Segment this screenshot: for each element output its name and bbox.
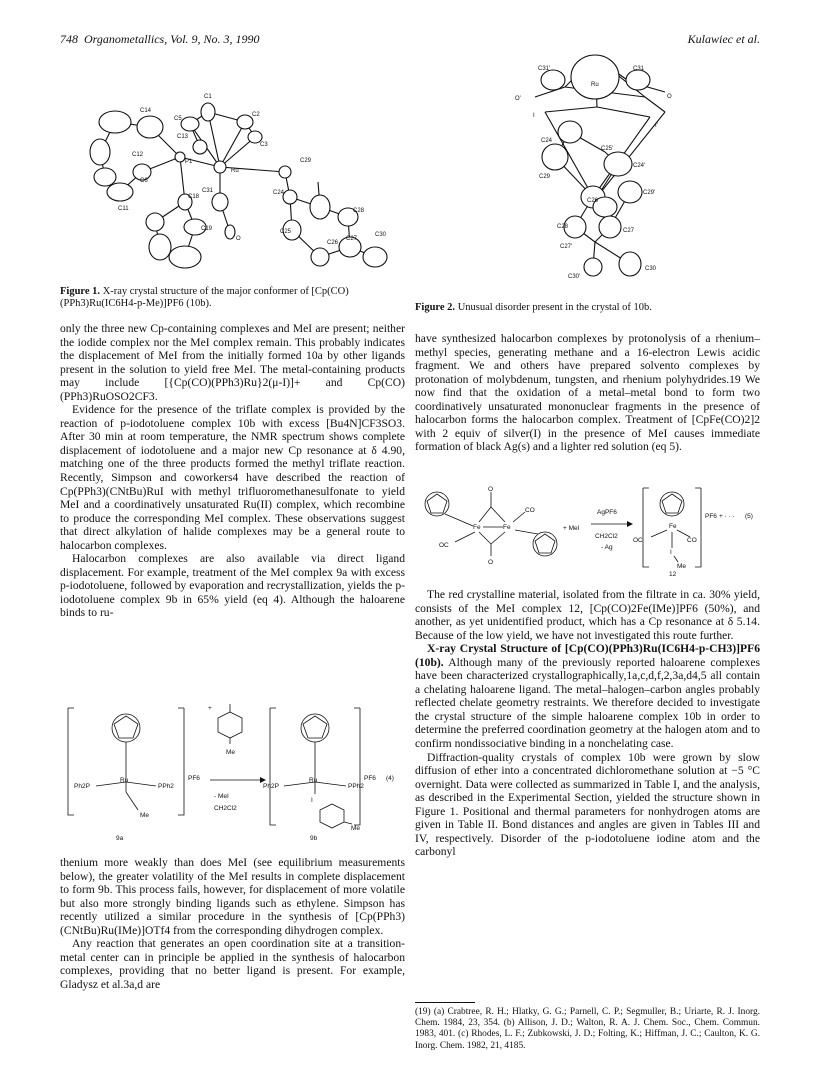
figure2-ortep — [505, 52, 705, 287]
fe-label: Fe — [669, 523, 677, 530]
solvent-label: CH2Cl2 — [595, 533, 618, 540]
atom-label: C11 — [118, 206, 129, 212]
atom-label: Ru — [591, 82, 599, 88]
pf6-label: PF6 — [705, 513, 717, 520]
paragraph: Although many of the previously reported haloarene complexes have been characterized crystallographically,1a,c,d,f,2,3a,d4,5 all contain a chelating haloarene ligand. The metal–halogen–carbon angles probably reflected chelate geometry restraints. We therefore decided to investigate the crystal structure of the simple haloarene complex 10b in order to determine the preferred coordination geometry at the halogen atom and to confirm nondissociative binding in a nonchelating case. — [415, 655, 761, 751]
i-label: I — [311, 797, 313, 804]
atom-label: C13 — [177, 134, 189, 140]
figure1-atoms — [90, 103, 387, 268]
atom-label: C24 — [541, 138, 553, 144]
atom-label: C14 — [140, 108, 152, 114]
atom-label: C31' — [538, 66, 551, 72]
co-label: CO — [687, 537, 697, 544]
running-header-author: Kulawiec et al. — [687, 32, 760, 46]
atom-label: C29 — [539, 174, 551, 180]
paragraph: The red crystalline material, isolated from the filtrate in ca. 30% yield, consists of the MeI complex 12, [Cp(CO)2Fe(IMe)]PF6 (50%), and another, as yet unidentified product, which has a Cp resonance at δ 5.14. Because of the low yield, we have not investigated this route further. — [415, 588, 760, 642]
eq-number: (5) — [745, 513, 753, 520]
atom-label: C27' — [560, 244, 573, 250]
scheme-eq4 — [60, 700, 405, 845]
reagent-label: AgPF6 — [597, 509, 617, 516]
mei-label: + MeI — [563, 525, 580, 532]
atom-label: O' — [515, 96, 521, 102]
atom-label: I' — [655, 123, 658, 129]
atom-label: C31 — [202, 188, 214, 194]
me-label: Me — [226, 749, 236, 756]
footnote-rule — [415, 1002, 475, 1003]
eq-number: (4) — [386, 775, 394, 782]
compound-label-12: 12 — [669, 571, 677, 577]
atom-label: C19 — [201, 226, 213, 232]
plus-more: + · · · — [719, 513, 735, 520]
ag-label: - Ag — [601, 544, 613, 551]
paragraph: Diffraction-quality crystals of complex 10b were grown by slow diffusion of ether into a concentrated dichloromethane solution at −5 °C overnight. Data were collected as summarized in Table I, and the analysis, as described in the Experimental Section, yielded the structure shown in Figure 1. Positional and thermal parameters for nonhydrogen atoms are given in Table II. Bond distances and angles are given in Tables III and IV, respectively. Disorder of the p-iodotoluene iodine atom and the carbonyl — [415, 750, 760, 859]
atom-label: C5 — [174, 116, 182, 122]
co-label: CO — [525, 507, 535, 514]
atom-label: C25 — [280, 229, 292, 235]
i-label: I — [670, 549, 672, 556]
page-number: 748 — [60, 32, 78, 46]
figure2-caption-label: Figure 2. — [415, 302, 456, 313]
pf6-label: PF6 — [188, 775, 200, 782]
ph2p-label: Ph2P — [74, 783, 90, 790]
atom-label: C28 — [353, 208, 365, 214]
figure1-caption-text: X-ray crystal structure of the major conformer of [Cp(CO)(PPh3)Ru(IC6H4-p-Me)]PF6 (10b). — [60, 286, 349, 310]
paragraph: have synthesized halocarbon complexes by protonolysis of a rhenium–methyl species, generating methane and a 16-electron Lewis acidic fragment. We and others have prepared solvento complexes by protonation of molybdenum, tungsten, and rhenium polyhydrides.19 We now find that the oxidation of a metal–metal bond to form two coordinatively unsaturated mononuclear fragments in the presence of halocarbon forms the halocarbon complex. Treatment of [CpFe(CO)2]2 with 2 equiv of silver(I) in the presence of MeI causes immediate formation of black Ag(s) and a lighter red solution (eq 5). — [415, 332, 760, 454]
oc-label: OC — [439, 542, 449, 549]
plus-sign: + — [208, 705, 212, 712]
atom-label: C30 — [375, 232, 387, 238]
right-column-bottom — [415, 588, 760, 859]
atom-label: C12 — [132, 152, 144, 158]
left-column-top — [60, 322, 405, 620]
paragraph: thenium more weakly than does MeI (see equilibrium measurements below), the greater volatility of the MeI results in complete displacement to form 9b. This process fails, however, for displacement of more volatile but also more strongly binding ligands such as ethylene. Simpson has recently utilized a similar procedure in the synthesis of [Cp(PPh3)(CNtBu)Ru(IMe)]OTf4 from the corresponding dihydrogen complex. — [60, 856, 405, 937]
footnote: (19) (a) Crabtree, R. H.; Hlatky, G. G.; Parnell, C. P.; Segmuller, B.; Uriarte, R. J. Inorg. Chem. 1984, 23, 354. (b) Allison, J. D.; Walton, R. A. J. Chem. Soc., Chem. Commun. 1983, 401. (c) Rhodes, L. F.; Zubkowski, J. D.; Folting, K.; Hiffman, J. C.; Caulton, K. G. Inorg. Chem. 1982, 21, 4185. — [415, 1007, 760, 1051]
paragraph: Evidence for the presence of the triflate complex is provided by the reaction of p-iodotoluene complex 10b with excess [Bu4N]CF3SO3. After 30 min at room temperature, the NMR spectrum shows complete displacement of iodotoluene and a major new Cp resonance at δ 4.90, matching one of the three products formed the methyl triflate reaction. Recently, Simpson and coworkers4 have described the reaction of Cp(PPh3)(CNtBu)RuI with methyl trifluoromethanesulfonate to yield MeI and a coordinatively unsaturated Ru(II) complex, which recombine to produce the corresponding MeI complex. These observations suggest that direct alkylation of halide complexes may be a general route to halocarbon complexes. — [60, 403, 405, 552]
me-label: Me — [351, 825, 361, 832]
atom-label: C30' — [568, 274, 581, 280]
o-label: O — [488, 559, 494, 566]
atom-label: C31 — [633, 66, 645, 72]
atom-label: C30 — [645, 266, 657, 272]
me-label: Me — [140, 812, 150, 819]
pf6-label: PF6 — [364, 775, 376, 782]
atom-label: Ru — [231, 168, 239, 174]
running-header-left — [60, 32, 260, 47]
paragraph: Halocarbon complexes are also available via direct ligand displacement. For example, treatment of the MeI complex 9a with excess p-iodotoluene, followed by evaporation and recrystallization, yields the p-iodotoluene complex 9b in 65% yield (eq 4). Although the haloarene binds to ru- — [60, 552, 405, 620]
atom-label: C27 — [346, 236, 358, 242]
ru-label: Ru — [309, 777, 318, 784]
paragraph: Any reaction that generates an open coordination site at a transition-metal center can in principle be applied in the synthesis of halocarbon complexes, providing that no better ligand is present. For example, Gladysz et al.3a,d are — [60, 937, 405, 991]
ph2p-label: Ph2P — [263, 783, 279, 790]
atom-label: C1 — [204, 94, 212, 100]
atom-label: C2 — [252, 112, 260, 118]
o-label: O — [488, 486, 494, 493]
left-column-bottom — [60, 856, 405, 991]
paragraph: only the three new Cp-containing complexes and MeI are present; neither the iodide complex nor the MeI complex remain. This probably indicates the displacement of MeI from the initially formed 10a by other ligands present in the solution to yield free MeI. The metal-containing products may include [{Cp(CO)(PPh3)Ru}2(μ-I)]+ and Cp(CO)(PPh3)RuOSO2CF3. — [60, 322, 405, 403]
oc-label: OC — [633, 537, 643, 544]
atom-label: C29' — [643, 190, 656, 196]
atom-label: O — [667, 94, 672, 100]
ru-label: Ru — [120, 777, 129, 784]
scheme-eq5 — [415, 482, 760, 577]
atom-label: I — [533, 113, 535, 119]
atom-label: C26 — [587, 198, 599, 204]
pph2-label: PPh2 — [348, 783, 364, 790]
right-column-top — [415, 332, 760, 454]
atom-label: C26 — [327, 240, 339, 246]
atom-label: C3 — [260, 142, 268, 148]
figure1-caption — [60, 286, 405, 311]
compound-label-9a: 9a — [116, 835, 124, 842]
figure2-caption-text: Unusual disorder present in the crystal of 10b. — [457, 302, 652, 313]
journal-title: Organometallics, Vol. 9, No. 3, 1990 — [84, 32, 260, 46]
atom-label: C24' — [633, 163, 646, 169]
atom-label: C6 — [140, 178, 148, 184]
minus-mei: - MeI — [214, 793, 229, 800]
solvent-label: CH2Cl2 — [214, 805, 237, 812]
atom-label: C27 — [623, 228, 635, 234]
atom-label: O — [236, 236, 241, 242]
figure1-caption-label: Figure 1. — [60, 286, 101, 297]
atom-label: C25' — [601, 146, 614, 152]
atom-label: C29 — [300, 158, 312, 164]
atom-label: P1 — [185, 159, 193, 165]
atom-label: C18 — [188, 194, 200, 200]
compound-label-9b: 9b — [310, 835, 318, 842]
atom-label: C24 — [273, 190, 285, 196]
figure1-ortep — [80, 52, 400, 277]
pph2-label: PPh2 — [158, 783, 174, 790]
figure2-caption — [415, 302, 760, 314]
section-heading: X-ray Crystal Structure of [Cp(CO)(PPh3)Ru(IC6H4-p-CH3)]PF6 (10b). — [415, 642, 760, 669]
atom-label: C28 — [557, 224, 569, 230]
fe-label: Fe — [473, 524, 481, 531]
me-label: Me — [677, 563, 687, 570]
fe-label: Fe — [503, 524, 511, 531]
